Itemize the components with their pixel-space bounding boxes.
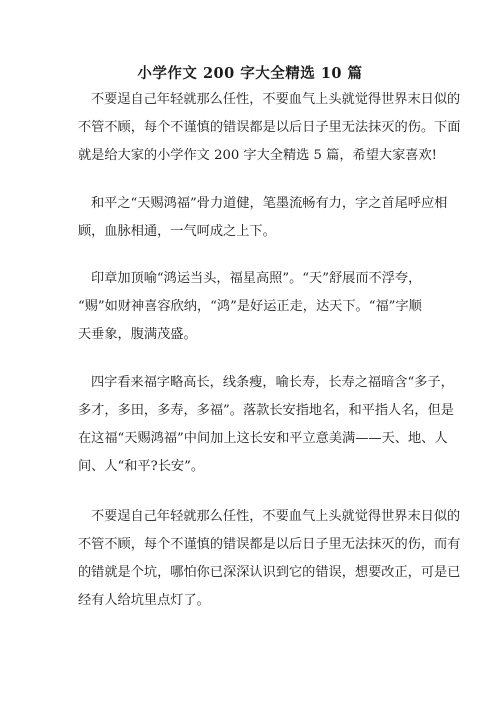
paragraph-line: 不管不顾，每个不谨慎的错误都是以后日子里无法抹灭的伤，而有	[78, 537, 461, 552]
paragraph-intro	[78, 86, 461, 170]
paragraph-line: 不要逞自己年轻就那么任性，不要血气上头就觉得世界末日似的	[91, 509, 461, 524]
page-title: 小学作文 200 字大全精选 10 篇	[137, 65, 363, 82]
paragraph-line: 的错就是个坑，哪怕你已深深认识到它的错误，想要改正，可是已	[78, 565, 461, 580]
paragraph-line: “赐”如财神喜容欣纳，“鸿”是好运正走，达天下。“福”字顺	[78, 299, 422, 314]
paragraph-characters	[78, 369, 454, 481]
paragraph-line: 天垂象，腹满茂盛。	[78, 327, 197, 342]
paragraph-seal	[78, 265, 422, 349]
paragraph-calligraphy	[78, 190, 448, 246]
paragraph-line: 在这福“天赐鸿福”中间加上这长安和平立意美满——天、地、人	[78, 431, 448, 446]
paragraph-line: 就是给大家的小学作文 200 字大全精选 5 篇，希望大家喜欢!	[78, 148, 437, 163]
paragraph-line: 四字看来福字略高长，线条瘦，喻长寿，长寿之福暗含“多子，	[91, 375, 454, 390]
paragraph-closing	[78, 503, 461, 615]
paragraph-line: 经有人给坑里点灯了。	[78, 593, 210, 608]
paragraph-line: 间、人“和平?长安”。	[78, 459, 205, 474]
paragraph-line: 不要逞自己年轻就那么任性，不要血气上头就觉得世界末日似的	[91, 92, 461, 107]
paragraph-line: 不管不顾，每个不谨慎的错误都是以后日子里无法抹灭的伤。下面	[78, 120, 461, 135]
paragraph-line: 多才，多田，多寿，多福”。落款长安指地名，和平指人名，但是	[78, 403, 454, 418]
paragraph-line: 顾，血脉相通，一气呵成之上下。	[78, 224, 276, 239]
paragraph-line: 和平之“天赐鸿福”骨力道健，笔墨流畅有力，字之首尾呼应相	[91, 196, 448, 211]
paragraph-line: 印章加顶喻“鸿运当头，福星高照”。“天”舒展而不浮夸，	[91, 271, 422, 286]
